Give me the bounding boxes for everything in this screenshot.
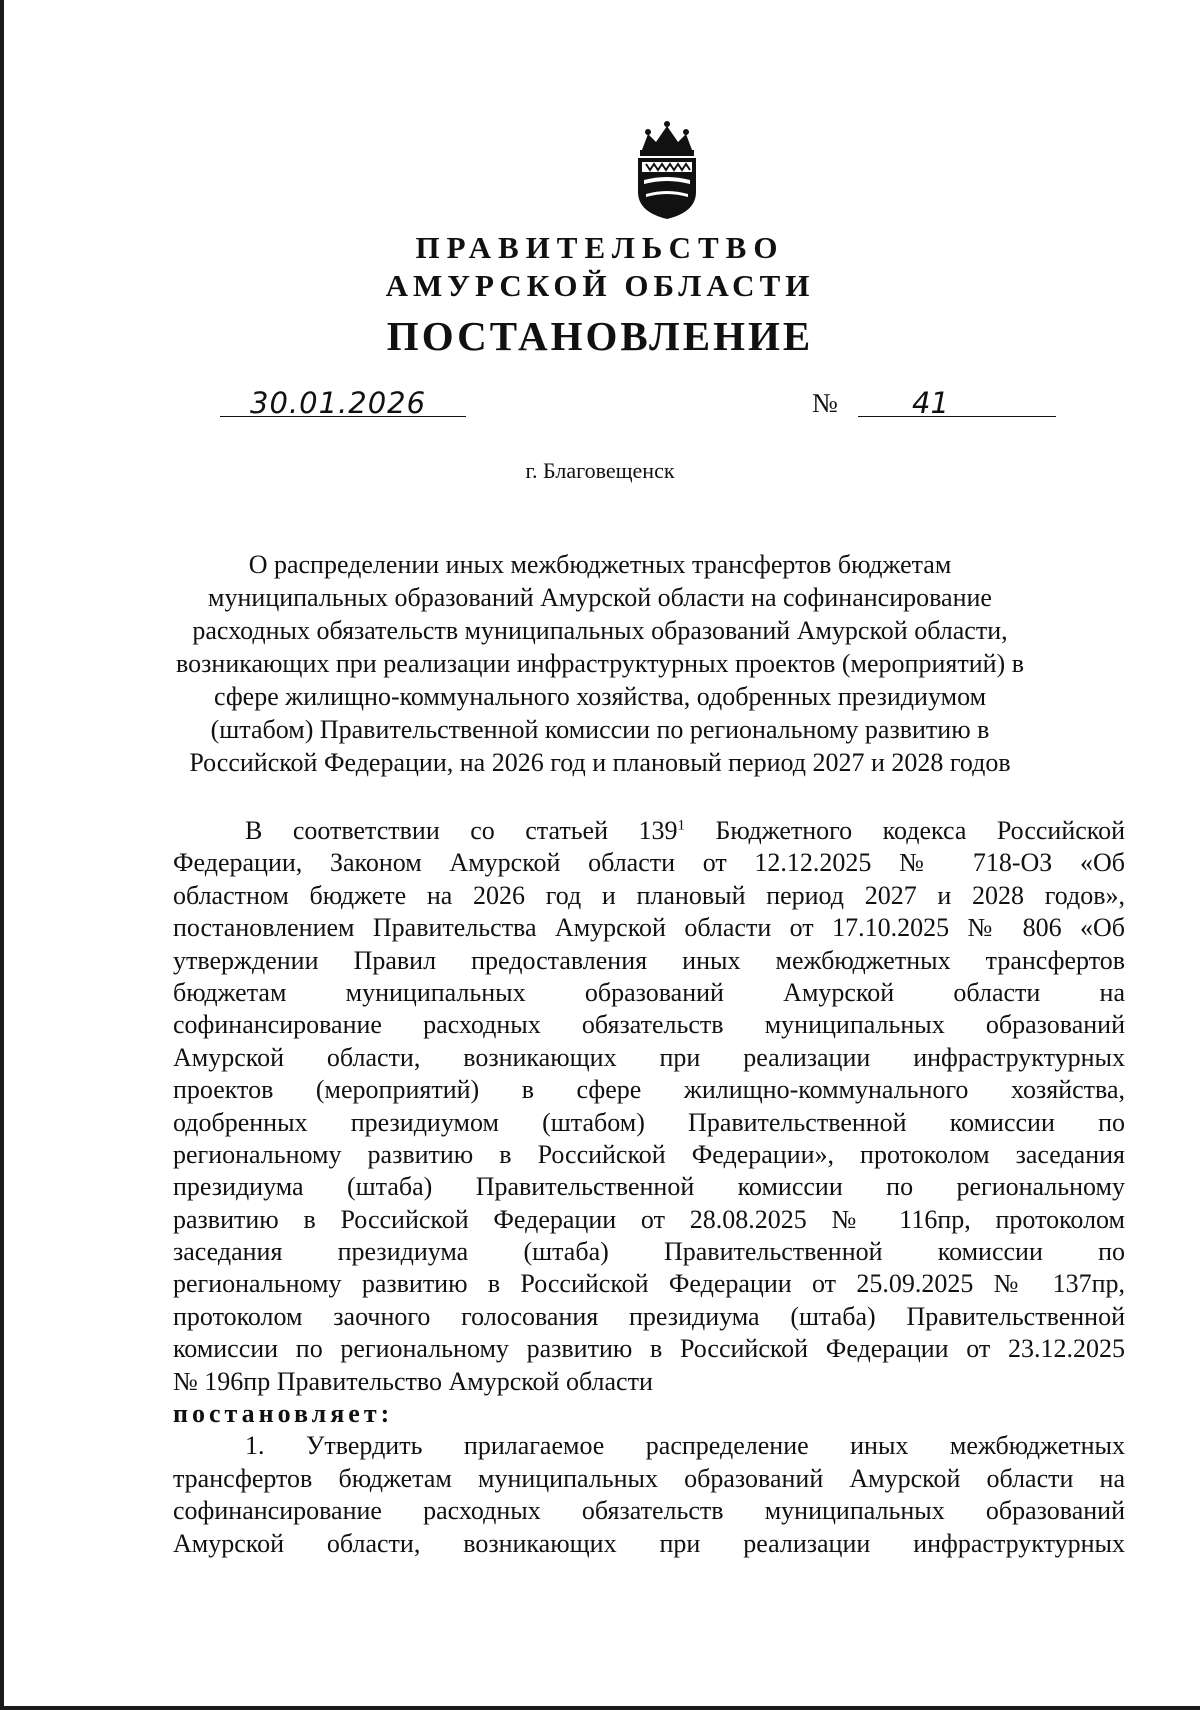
scan-bottom-border — [0, 1706, 1200, 1710]
resolve-word: постановляет: — [173, 1399, 394, 1429]
title-line: муниципальных образований Амурской области на софинансирование — [208, 583, 992, 612]
body-line: Федерации, Законом Амурской области от 12.12.2025 № 718-ОЗ «Об — [173, 848, 1125, 878]
item1-line: трансфертов бюджетам муниципальных образований Амурской области на — [173, 1463, 1125, 1493]
title-line: Российской Федерации, на 2026 год и плановый период 2027 и 2028 годов — [189, 748, 1011, 777]
body-text: В соответствии со статьей 139 — [245, 816, 678, 845]
number-underline — [858, 416, 1056, 417]
title-line: возникающих при реализации инфраструктурных проектов (мероприятий) в — [176, 649, 1024, 678]
item1-line: 1. Утвердить прилагаемое распределение иных межбюджетных — [245, 1431, 1125, 1461]
body-line: президиума (штаба) Правительственной комиссии по региональному — [173, 1172, 1125, 1202]
body-line: протоколом заочного голосования президиума (штаба) Правительственной — [173, 1301, 1125, 1331]
item1-line: Амурской области, возникающих при реализации инфраструктурных — [173, 1528, 1125, 1558]
body-line: региональному развитию в Российской Федерации», протоколом заседания — [173, 1139, 1125, 1169]
body-last-line: № 196пр Правительство Амурской области — [173, 1366, 653, 1396]
body-line: утверждении Правил предоставления иных межбюджетных трансфертов — [173, 945, 1125, 975]
title-line: расходных обязательств муниципальных образований Амурской области, — [192, 616, 1008, 645]
document-date: 30.01.2026 — [250, 386, 427, 420]
article-superscript: 1 — [677, 817, 685, 834]
body-line: бюджетам муниципальных образований Амурской области на — [173, 977, 1125, 1007]
title-line: О распределении иных межбюджетных трансфертов бюджетам — [248, 550, 952, 579]
item1-line: софинансирование расходных обязательств муниципальных образований — [173, 1496, 1125, 1526]
body-line: областном бюджете на 2026 год и плановый период 2027 и 2028 годов», — [173, 880, 1125, 910]
number-label: № — [812, 388, 838, 418]
body-line: проектов (мероприятий) в сфере жилищно-коммунального хозяйства, — [173, 1075, 1125, 1105]
organization-name-line1: ПРАВИТЕЛЬСТВО — [415, 230, 785, 265]
body-line: одобренных президиумом (штабом) Правительственной комиссии по — [173, 1107, 1125, 1137]
document-type: ПОСТАНОВЛЕНИЕ — [386, 313, 814, 359]
document-number: 41 — [912, 386, 949, 420]
body-line: комиссии по региональному развитию в Российской Федерации от 23.12.2025 — [173, 1334, 1125, 1364]
city: г. Благовещенск — [525, 458, 675, 483]
body-line: Амурской области, возникающих при реализации инфраструктурных — [173, 1042, 1125, 1072]
title-line: сфере жилищно-коммунального хозяйства, одобренных президиумом — [213, 682, 987, 711]
body-text: Бюджетного кодекса Российской — [684, 816, 1125, 845]
coat-of-arms-icon — [628, 120, 706, 220]
document-body — [173, 815, 1125, 1560]
body-line: постановлением Правительства Амурской области от 17.10.2025 № 806 «Об — [173, 913, 1125, 943]
body-first-line — [173, 815, 1125, 847]
body-line: заседания президиума (штаба) Правительственной комиссии по — [173, 1237, 1125, 1267]
organization-name-line2: АМУРСКОЙ ОБЛАСТИ — [385, 268, 815, 303]
title-line: (штабом) Правительственной комиссии по региональному развитию в — [210, 715, 990, 744]
body-line: софинансирование расходных обязательств муниципальных образований — [173, 1010, 1125, 1040]
document-title — [170, 548, 1030, 779]
body-line: региональному развитию в Российской Федерации от 25.09.2025 № 137пр, — [173, 1269, 1125, 1299]
body-line: развитию в Российской Федерации от 28.08.2025 № 116пр, протоколом — [173, 1204, 1125, 1234]
